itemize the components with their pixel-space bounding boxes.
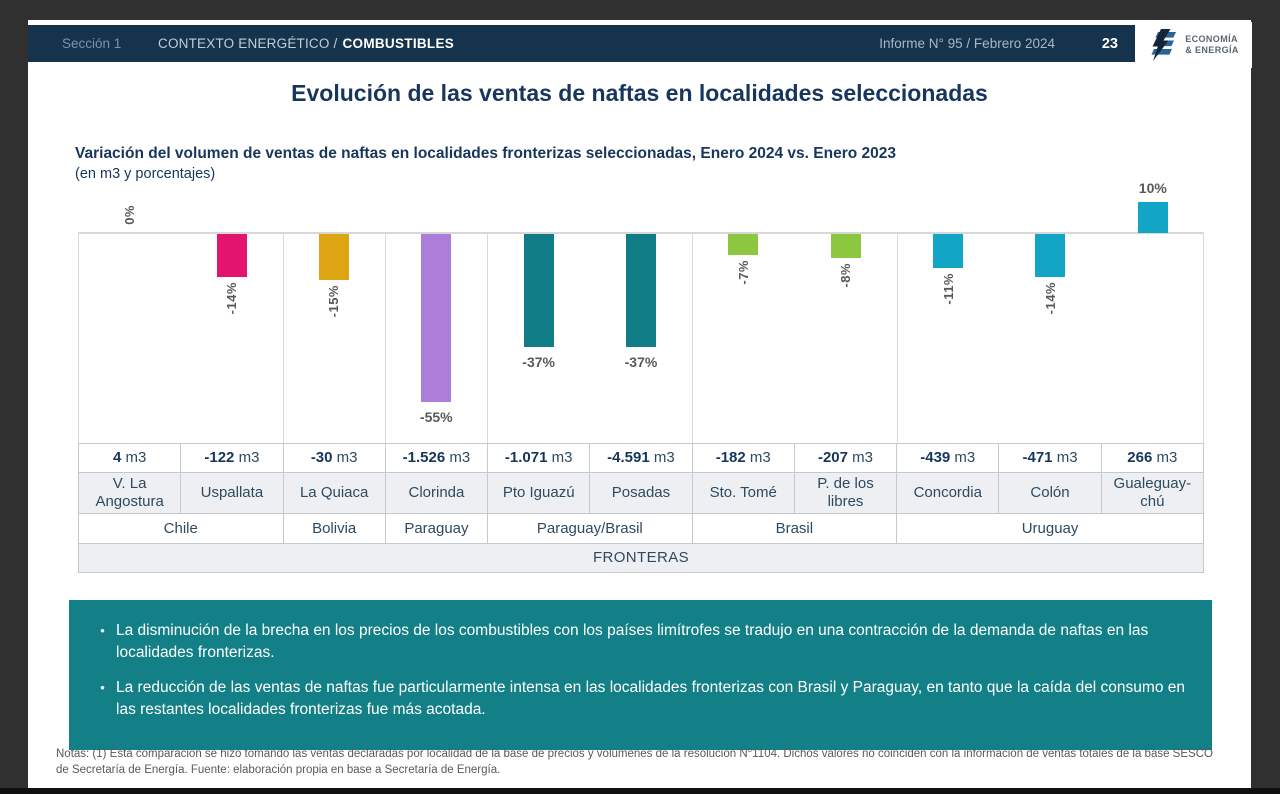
bar-value-label: -14%	[224, 282, 240, 315]
chart-bar	[728, 234, 758, 255]
chart-column	[795, 178, 897, 443]
locality-cell: Clorinda	[385, 473, 487, 514]
data-table	[78, 443, 1204, 573]
bar-value-label: 0%	[121, 205, 137, 226]
chart-column	[78, 178, 180, 443]
chart-column	[283, 178, 385, 443]
locality-cell: Posadas	[590, 473, 692, 514]
chart-bar	[1035, 234, 1065, 277]
chart-column	[385, 178, 487, 443]
locality-cell: P. de los libres	[794, 473, 896, 514]
locality-row	[79, 473, 1204, 514]
locality-cell: Sto. Tomé	[692, 473, 794, 514]
chart-column	[590, 178, 692, 443]
volume-cell: -122 m3	[181, 444, 283, 473]
footnotes: Notas: (1) Esta comparación se hizo tomando las ventas declaradas por localidad de la base de precios y volúmenes de la resolución N°1104. Dichos valores no coinciden con la información de ventas totales de la base SESCO de Secretaría de Energía. Fuente: elaboración propia en base a Secretaría de Energía.	[56, 748, 1213, 777]
chart-bar	[1138, 202, 1168, 233]
locality-cell: Concordia	[897, 473, 999, 514]
chart-bar	[831, 234, 861, 258]
bullet-icon: •	[100, 680, 105, 695]
group-gridline	[692, 233, 693, 443]
volume-cell: -439 m3	[897, 444, 999, 473]
group-gridline	[1203, 233, 1204, 443]
bar-value-label: -37%	[522, 354, 555, 370]
report-slide	[28, 20, 1251, 788]
chart-bar	[933, 234, 963, 268]
country-cell: Paraguay/Brasil	[488, 514, 693, 544]
volume-cell: 4 m3	[79, 444, 181, 473]
lightning-bolt-icon	[1148, 29, 1178, 61]
volume-cell: -30 m3	[283, 444, 385, 473]
volume-row	[79, 444, 1204, 473]
callout-bullet	[89, 620, 1188, 664]
chart-bar	[524, 234, 554, 347]
chart-bar	[626, 234, 656, 347]
locality-cell: Colón	[999, 473, 1101, 514]
country-cell: Uruguay	[897, 514, 1204, 544]
logo-text-line1: ECONOMÍA	[1185, 34, 1238, 45]
chart-column	[999, 178, 1101, 443]
locality-cell: La Quiaca	[283, 473, 385, 514]
frontier-cell: FRONTERAS	[79, 544, 1204, 573]
group-gridline	[78, 233, 79, 443]
breadcrumb-current: COMBUSTIBLES	[342, 36, 455, 51]
volume-cell: -1.071 m3	[488, 444, 590, 473]
breadcrumb-prefix: CONTEXTO ENERGÉTICO /	[158, 36, 338, 51]
volume-cell: -207 m3	[794, 444, 896, 473]
chart-units-note: (en m3 y porcentajes)	[75, 166, 216, 182]
chart-column	[487, 178, 589, 443]
country-cell: Chile	[79, 514, 284, 544]
country-row	[79, 514, 1204, 544]
group-gridline	[385, 233, 386, 443]
chart-column	[897, 178, 999, 443]
chart-bar	[319, 234, 349, 280]
group-gridline	[897, 233, 898, 443]
bar-value-label: -8%	[838, 263, 854, 288]
logo-text-line2: & ENERGÍA	[1185, 45, 1239, 55]
bar-value-label: -11%	[940, 273, 956, 305]
group-gridline	[487, 233, 488, 443]
bar-value-label: 10%	[1138, 180, 1167, 196]
bullet-icon: •	[100, 623, 105, 638]
report-info: Informe N° 95 / Febrero 2024	[879, 36, 1055, 51]
bar-chart	[78, 178, 1204, 443]
page-number: 23	[1101, 35, 1118, 52]
volume-cell: 266 m3	[1101, 444, 1203, 473]
company-logo	[1136, 23, 1251, 67]
country-cell: Brasil	[692, 514, 897, 544]
locality-cell: Uspallata	[181, 473, 283, 514]
frontier-row	[79, 544, 1204, 573]
page-title: Evolución de las ventas de naftas en localidades seleccionadas	[291, 80, 988, 106]
volume-cell: -1.526 m3	[385, 444, 487, 473]
bar-value-label: -14%	[1042, 282, 1058, 315]
volume-cell: -182 m3	[692, 444, 794, 473]
volume-cell: -471 m3	[999, 444, 1101, 473]
breadcrumb	[158, 25, 454, 62]
logo-text	[1185, 34, 1239, 56]
country-cell: Paraguay	[385, 514, 487, 544]
bar-value-label: -37%	[624, 354, 658, 370]
viewer-bottom-edge	[0, 788, 1280, 794]
locality-cell: Pto Iguazú	[488, 473, 590, 514]
locality-cell: V. La Angostura	[79, 473, 181, 514]
chart-title: Variación del volumen de ventas de naftas en localidades fronterizas seleccionadas, Enero 2024 vs. Enero 2023	[75, 145, 896, 162]
group-gridline	[283, 233, 284, 443]
chart-column	[180, 178, 282, 443]
bar-value-label: -55%	[419, 409, 453, 425]
section-label: Sección 1	[62, 36, 122, 51]
bar-value-label: -7%	[735, 260, 751, 285]
callout-bullet	[89, 677, 1188, 721]
chart-column	[1102, 178, 1204, 443]
bullet-text: La disminución de la brecha en los precios de los combustibles con los países limítrofes se tradujo en una contracción de la demanda de naftas en las localidades fronterizas.	[116, 622, 1149, 661]
header-bar	[28, 25, 1251, 62]
bar-value-label: -15%	[326, 285, 342, 318]
bullet-text: La reducción de las ventas de naftas fue particularmente intensa en las localidades fronterizas con Brasil y Paraguay, en tanto que la caída del consumo en las restantes localidades fronterizas fue más acotada.	[116, 679, 1186, 718]
key-findings-box	[69, 600, 1212, 750]
locality-cell: Gualeguay-chú	[1101, 473, 1203, 514]
chart-column	[692, 178, 794, 443]
country-cell: Bolivia	[283, 514, 385, 544]
volume-cell: -4.591 m3	[590, 444, 692, 473]
chart-bar	[421, 234, 451, 402]
chart-bar	[217, 234, 247, 277]
